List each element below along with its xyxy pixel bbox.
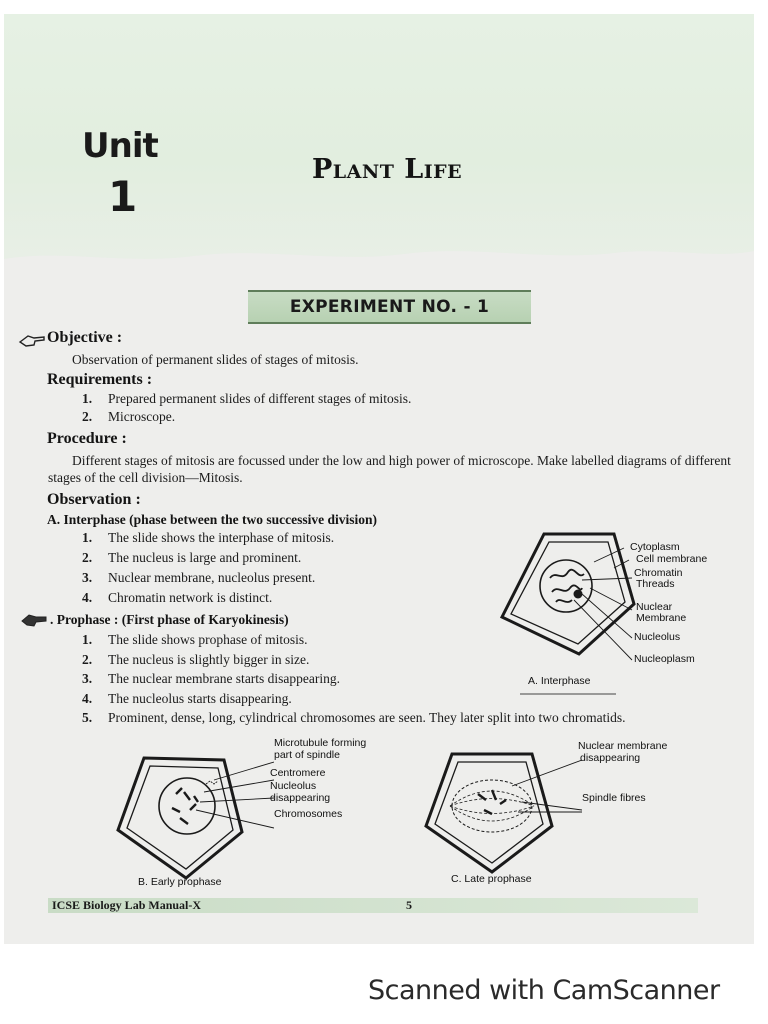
interphase-heading: A. Interphase (phase between the two successive division)	[47, 512, 377, 527]
diagram-label-spindle-fibres: Spindle fibres	[582, 792, 646, 804]
prophase-item: 1. The slide shows prophase of mitosis.	[82, 632, 308, 647]
diagram-label-nuclear-membrane: Nuclear membrane	[578, 740, 668, 752]
pointing-hand-icon	[18, 332, 46, 348]
diagram-label-cell-membrane: Cell membrane	[636, 553, 708, 565]
interphase-item: 4. Chromatin network is distinct.	[82, 590, 273, 605]
footer-page-number: 5	[406, 898, 412, 912]
chapter-title: Plant Life	[312, 154, 463, 185]
interphase-item: 2. The nucleus is large and prominent.	[82, 550, 302, 565]
caption-underline	[520, 692, 620, 696]
banner-torn-edge	[4, 239, 754, 279]
scanned-page	[4, 14, 754, 944]
diagram-label-nucleoplasm: Nucleoplasm	[634, 653, 695, 665]
unit-label: Unit	[82, 126, 158, 166]
diagram-label-disappearing: disappearing	[270, 792, 331, 804]
diagram-label-disappearing: disappearing	[580, 752, 641, 764]
diagram-label-microtubule: Microtubule forming	[274, 737, 367, 749]
caption-early-prophase: B. Early prophase	[138, 876, 222, 888]
caption-interphase: A. Interphase	[528, 675, 591, 687]
unit-number: 1	[108, 172, 138, 221]
diagram-label-centromere: Centromere	[270, 767, 326, 779]
diagram-label-spindle-part: part of spindle	[274, 749, 340, 761]
procedure-heading: Procedure :	[47, 430, 127, 447]
requirements-heading: Requirements :	[47, 371, 153, 388]
observation-heading: Observation :	[47, 491, 141, 508]
diagram-label-cytoplasm: Cytoplasm	[630, 541, 680, 553]
prophase-item: 4. The nucleolus starts disappearing.	[82, 691, 292, 706]
diagram-label-membrane: Membrane	[636, 612, 687, 624]
interphase-item: 1. The slide shows the interphase of mitosis.	[82, 530, 335, 545]
diagram-label-chromosomes: Chromosomes	[274, 808, 343, 820]
procedure-text: Different stages of mitosis are focussed under the low and high power of microscope. Make labelled diagrams of different stages of the cell division—Mitosis.	[48, 453, 731, 485]
pointing-hand-icon	[20, 612, 48, 628]
interphase-cell-diagram	[494, 522, 744, 672]
requirement-item: 2. Microscope.	[82, 409, 176, 424]
requirement-item: 1. Prepared permanent slides of different stages of mitosis.	[82, 391, 412, 406]
prophase-item: 2. The nucleus is slightly bigger in size.	[82, 652, 310, 667]
late-prophase-cell-diagram	[422, 746, 582, 886]
experiment-title-strip	[248, 290, 531, 324]
footer-book-title: ICSE Biology Lab Manual-X	[52, 898, 202, 912]
diagram-label-chromatin: Chromatin	[634, 567, 683, 579]
prophase-item: 3. The nuclear membrane starts disappearing.	[82, 671, 341, 686]
objective-text: Observation of permanent slides of stages of mitosis.	[72, 352, 359, 367]
diagram-label-nuclear: Nuclear	[636, 601, 673, 613]
early-prophase-cell-diagram	[114, 750, 274, 890]
diagram-label-threads: Threads	[636, 578, 675, 590]
objective-heading: Objective :	[47, 329, 123, 346]
prophase-item: 5. Prominent, dense, long, cylindrical chromosomes are seen. They later split into two chromatids.	[82, 710, 626, 725]
experiment-title: EXPERIMENT NO. - 1	[289, 297, 490, 317]
caption-late-prophase: C. Late prophase	[451, 873, 532, 885]
diagram-label-nucleolus: Nucleolus	[634, 631, 681, 643]
prophase-heading: . Prophase : (First phase of Karyokinesis)	[50, 612, 289, 627]
diagram-label-nucleolus: Nucleolus	[270, 780, 317, 792]
interphase-item: 3. Nuclear membrane, nucleolus present.	[82, 570, 316, 585]
scanner-watermark: Scanned with CamScanner	[368, 975, 720, 1006]
